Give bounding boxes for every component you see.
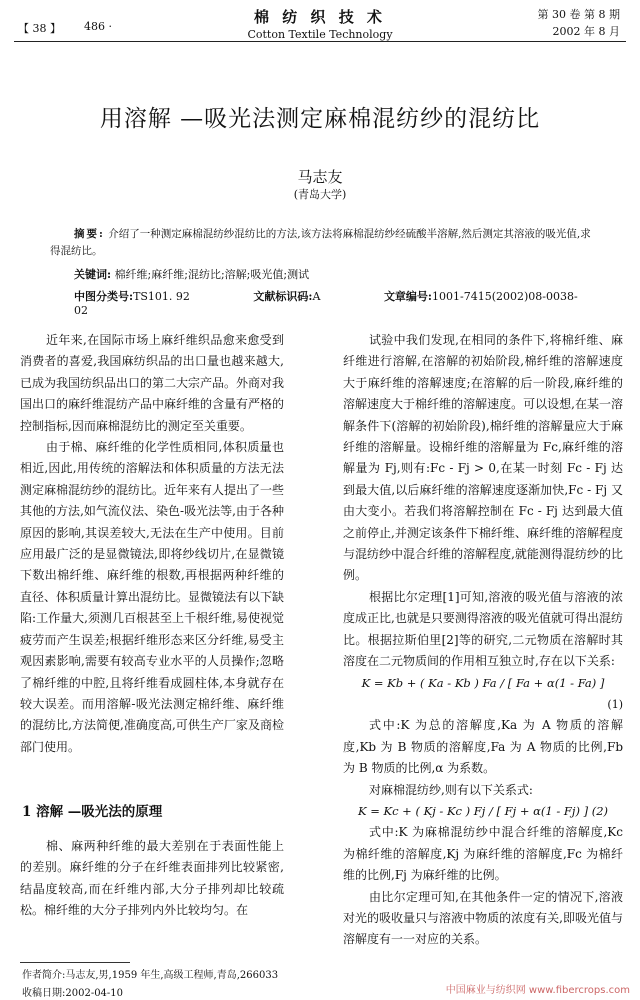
affiliation: (青岛大学): [293, 188, 347, 201]
paragraph: 由比尔定理可知,在其他条件一定的情况下,溶液对光的吸收量只与溶液中物质的浓度有关,即吸光值与溶解度有一一对应的关系。: [343, 889, 623, 947]
article-number-label: 文章编号:: [383, 290, 432, 303]
article-number-value: 1001-7415(2002)08-0038-02: [74, 290, 578, 317]
section-heading: 1 溶解 —吸光法的原理: [22, 804, 163, 820]
abstract-text: 介绍了一种测定麻棉混纺纱混纺比的方法,该方法将麻棉混纺纱经硫酸半溶解,然后测定其溶液的吸光值,求得混纺比。: [50, 228, 591, 257]
paragraph: 式中:K 为麻棉混纺纱中混合纤维的溶解度,Kc 为棉纤维的溶解度,Kj 为麻纤维的溶解度,Fc 为棉纤维的比例,Fj 为麻纤维的比例。: [343, 825, 623, 883]
article-title: 用溶解 —吸光法测定麻棉混纺纱的混纺比: [99, 106, 541, 132]
equation-1: K = Kb + ( Ka - Kb ) Fa / [ Fa + α(1 - Fa) ]: [361, 675, 605, 690]
author-name: 马志友: [297, 168, 343, 186]
classification-line: [74, 288, 594, 317]
equation-1-number: (1): [607, 697, 623, 711]
issue-info: [538, 6, 620, 40]
paragraph: 近年来,在国际市场上麻纤维织品愈来愈受到消费者的喜爱,我国麻纺织品的出口量也越来越大,已成为我国纺织品出口的第二大宗产品。外商对我国出口的麻纤维混纺产品中麻纤维的含量有严格的控制指标,因而麻棉混纺比的测定至关重要。: [20, 333, 285, 433]
doc-code-label: 文献标识码:: [253, 290, 313, 303]
journal-title-en: Cotton Textile Technology: [247, 28, 393, 41]
clc-label: 中图分类号:: [74, 290, 134, 303]
keywords-text: 棉纤维;麻纤维;混纺比;溶解;吸光值;测试: [114, 268, 310, 281]
issue-date: 2002 年 8 月: [552, 25, 620, 38]
received-date: 收稿日期:2002-04-10: [22, 988, 124, 999]
abstract-label: 摘要:: [74, 228, 105, 240]
keywords: [74, 266, 309, 282]
paragraph: 式中:K 为总的溶解度,Ka 为 A 物质的溶解度,Kb 为 B 物质的溶解度,Fa 为 A 物质的比例,Fb 为 B 物质的比例,α 为系数。: [343, 718, 623, 776]
paragraph: 对麻棉混纺纱,则有以下关系式:: [369, 782, 533, 797]
left-column: [20, 330, 284, 758]
author-footnote: 作者简介:马志友,男,1959 年生,高级工程师,青岛,266033: [22, 970, 279, 981]
paragraph: 根据比尔定理[1]可知,溶液的吸光值与溶液的浓度成正比,也就是只要测得溶液的吸光值就可得出混纺比。根据拉斯伯里[2]等的研究,二元物质在溶解时其溶度在二元物质间的作用相互独立时,存在以下关系:: [343, 589, 623, 669]
paragraph: 棉、麻两种纤维的最大差别在于表面性能上的差别。麻纤维的分子在纤维表面排列比较紧密,结晶度较高,而在纤维内部,大分子排列却比较疏松。棉纤维的大分子排列内外比较均匀。在: [20, 839, 284, 918]
keywords-label: 关键词:: [74, 268, 112, 281]
volume-issue: 第 30 卷 第 8 期: [537, 8, 620, 21]
doc-code-value: A: [312, 290, 321, 303]
journal-header: [210, 6, 430, 41]
header-rule: [14, 41, 626, 42]
paragraph: 试验中我们发现,在相同的条件下,将棉纤维、麻纤维进行溶解,在溶解的初始阶段,棉纤维的溶解速度大于麻纤维的溶解速度;在溶解的后一阶段,麻纤维的溶解速度大于棉纤维的溶解速度。可以设想,在某一溶解条件下(溶解的初始阶段),棉纤维的溶解量应大于麻纤维的溶解量。设棉纤维的溶解量为 Fc,麻纤维的溶解量为 Fj,则有:Fc - Fj > 0,在某一时刻 Fc - Fj 达到最大值,以后麻纤维的溶解速度逐渐加快,Fc - Fj 又由大变小。若我们将溶解控制在 Fc - Fj 达到最大值之前停止,并测定该条件下棉纤维、麻纤维的溶解程度与混纺纱中混合纤维的溶解程度,就能测得混纺纱的比例。: [343, 333, 623, 583]
left-column-continued: [20, 836, 284, 922]
right-column: [343, 330, 623, 951]
clc-value: TS101. 92: [133, 290, 190, 303]
journal-title-cn: 棉 纺 织 技 术: [254, 8, 386, 26]
abstract: [50, 226, 598, 260]
page-box: 【 38 】: [18, 22, 61, 35]
watermark: 中国麻业与纺织网 www.fibercrops.com: [445, 985, 630, 996]
clc-field: [74, 290, 220, 303]
page-number: 486 ·: [84, 20, 112, 33]
footnote-rule: [20, 962, 130, 963]
equation-2: K = Kc + ( Kj - Kc ) Fj / [ Fj + α(1 - Fj) ] (2): [357, 803, 609, 818]
doc-code-field: [253, 290, 350, 303]
paragraph: 由于棉、麻纤维的化学性质相同,体积质量也相近,因此,用传统的溶解法和体积质量的方法无法测定麻棉混纺纱的混纺比。近年来有人提出了一些其他的方法,如气流仪法、染色-吸光法等,由于各种原因的影响,其误差较大,无法在生产中使用。目前应用最广泛的是显微镜法,即将纱线切片,在显微镜下数出棉纤维、麻纤维的根数,再根据两种纤维的直径、体积质量计算出混纺比。显微镜法有以下缺陷:工作量大,须测几百根甚至上千根纤维,易使视觉疲劳而产生误差;根据纤维形态来区分纤维,易受主观因素影响,需要有较高专业水平的人员操作;忽略了棉纤维的中腔,且将纤维看成圆柱体,本身就存在较大误差。而用溶解-吸光法测定棉纤维、麻纤维的混纺比,方法简便,准确度高,可供生产厂家及商检部门使用。: [20, 440, 285, 754]
